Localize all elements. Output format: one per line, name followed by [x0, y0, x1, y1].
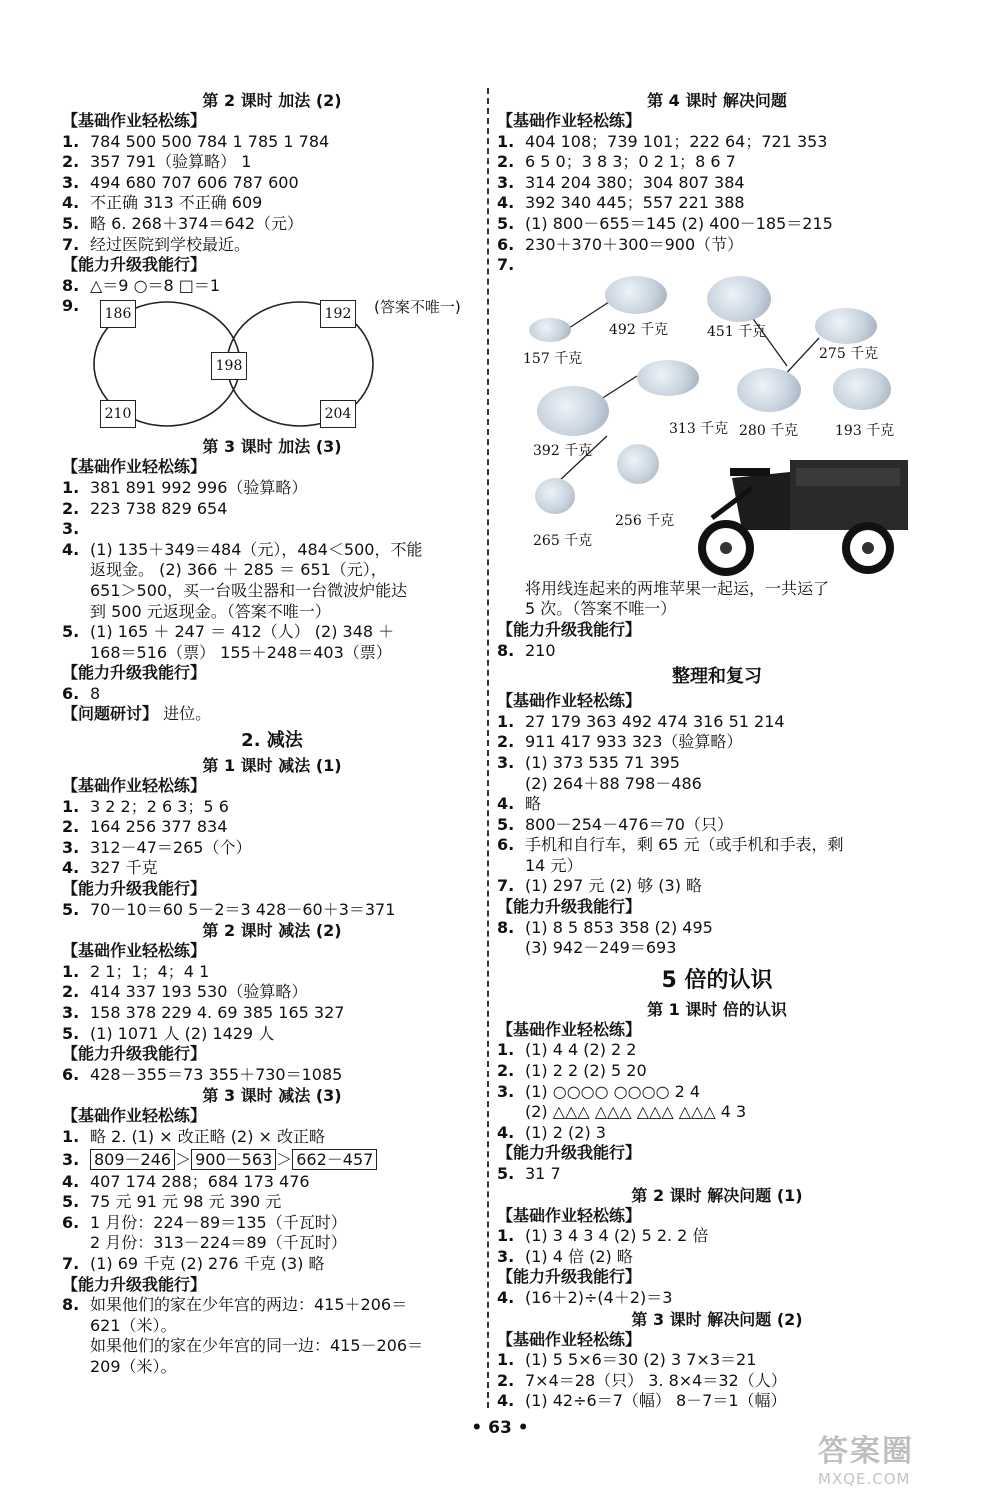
section-tag: 【基础作业轻松练】	[497, 1329, 642, 1349]
answer-line: 5. 75 元 91 元 98 元 390 元	[62, 1192, 282, 1212]
answer-line: 651＞500，买一台吸尘器和一台微波炉能达	[90, 580, 408, 600]
apple-pile-image	[617, 444, 659, 484]
answer-line: 将用线连起来的两堆苹果一起运，一共运了	[525, 578, 830, 598]
expression-box: 809－246	[90, 1149, 175, 1170]
weight-label: 492 千克	[609, 321, 669, 338]
weight-label: 265 千克	[533, 532, 593, 549]
apple-pile-image	[537, 386, 609, 436]
answer-line: 2. 6 5 0；3 8 3；0 2 1；8 6 7	[497, 152, 736, 172]
lesson-title: 第 2 课时 加法 (2)	[202, 91, 342, 110]
answer-line: 14 元）	[525, 855, 583, 875]
answer-line: 2. 911 417 933 323（验算略）	[497, 732, 743, 752]
answer-line: 到 500 元返现金。（答案不唯一）	[90, 601, 331, 621]
apple-pile-image	[737, 368, 801, 412]
answer-line: 1. 3 2 2；2 6 3；5 6	[62, 796, 229, 816]
circle-diagram	[62, 296, 482, 436]
answer-line: 7. (1) 69 千克 (2) 276 千克 (3) 略	[62, 1253, 325, 1273]
apple-matching-figure	[497, 276, 937, 579]
section-tag: 【基础作业轻松练】	[62, 1106, 207, 1126]
section-tag: 【基础作业轻松练】	[497, 691, 642, 711]
lesson-title: 第 1 课时 减法 (1)	[202, 756, 342, 776]
answer-line: 168＝516（票） 155＋248＝403（票）	[90, 642, 392, 662]
weight-label: 275 千克	[819, 345, 879, 362]
number-box: 186	[100, 300, 136, 328]
weight-label: 280 千克	[739, 422, 799, 439]
answer-line: 5. 800－254－476＝70（只）	[497, 814, 733, 834]
answer-line: 3. 494 680 707 606 787 600	[62, 172, 299, 192]
number-box: 210	[100, 400, 136, 428]
answer-line: 1. 略 2. (1) × 改正略 (2) × 改正略	[62, 1126, 326, 1146]
answer-line: 3. (1) 4 倍 (2) 略	[497, 1246, 633, 1266]
answer-line: 返现金。 (2) 366 ＋ 285 ＝ 651（元），	[90, 560, 387, 580]
weight-label: 256 千克	[615, 512, 675, 529]
answer-line: 1. (1) 3 4 3 4 (2) 5 2. 2 倍	[497, 1226, 709, 1246]
answer-line: 4. (1) 2 (2) 3	[497, 1122, 606, 1142]
answer-line: 2. 223 738 829 654	[62, 498, 228, 518]
apple-pile-image	[535, 478, 575, 514]
diagram-note: (答案不唯一)	[374, 298, 461, 317]
answer-line: 4. 392 340 445；557 221 388	[497, 193, 745, 213]
answer-line: 8. 如果他们的家在少年宫的两边：415＋206＝	[62, 1295, 408, 1315]
section-tag: 【能力升级我能行】	[62, 1044, 207, 1064]
answer-line: 6. 230＋370＋300＝900（节）	[497, 234, 744, 254]
section-tag: 【能力升级我能行】	[62, 879, 207, 899]
lesson-title: 第 4 课时 解决问题	[647, 91, 787, 110]
answer-line: 4. 略	[497, 794, 542, 814]
answer-line: 5. 31 7	[497, 1164, 561, 1183]
weight-label: 451 千克	[707, 323, 767, 340]
answer-line: 5. (1) 1071 人 (2) 1429 人	[62, 1023, 275, 1043]
lesson-title: 第 3 课时 减法 (3)	[202, 1086, 342, 1106]
section-tag: 【能力升级我能行】	[497, 897, 642, 917]
answer-line: 8. (1) 8 5 853 358 (2) 495	[497, 917, 713, 937]
answer-line: (2) 264＋88 798－486	[525, 773, 702, 793]
weight-label: 157 千克	[523, 350, 583, 367]
answer-line: 3. 312－47＝265（个）	[62, 837, 252, 857]
answer-line: (2) △△△ △△△ △△△ △△△ 4 3	[525, 1102, 747, 1122]
question-number: 9.	[62, 296, 80, 316]
weight-label: 392 千克	[533, 442, 593, 459]
section-tag: 【基础作业轻松练】	[497, 111, 642, 130]
answer-line: 7. (1) 297 元 (2) 够 (3) 略	[497, 876, 703, 896]
weight-label: 313 千克	[669, 420, 729, 437]
section-tag: 【基础作业轻松练】	[497, 1205, 642, 1225]
answer-line: 如果他们的家在少年宫的同一边：415－206＝	[90, 1336, 424, 1356]
answer-line: 1. 784 500 500 784 1 785 1 784	[62, 131, 330, 151]
section-title: 整理和复习	[672, 666, 762, 688]
answer-line: 1. 381 891 992 996（验算略）	[62, 477, 308, 497]
answer-line: 1. 404 108；739 101；222 64；721 353	[497, 131, 828, 151]
section-tag: 【基础作业轻松练】	[497, 1019, 642, 1039]
answer-line: 5 次。（答案不唯一）	[525, 599, 677, 619]
number-box: 198	[211, 352, 247, 380]
weight-label: 193 千克	[835, 422, 895, 439]
tricycle-truck-icon	[692, 448, 912, 578]
page-number: • 63 •	[471, 1418, 529, 1438]
answer-line: 621（米）。	[90, 1315, 177, 1335]
unit-title: 5 倍的认识	[661, 967, 773, 993]
answer-line: 4. 不正确 313 不正确 609	[62, 193, 263, 213]
answer-line: 209（米）。	[90, 1356, 177, 1376]
number-box: 192	[320, 300, 356, 328]
section-tag: 【能力升级我能行】	[62, 663, 207, 683]
answer-line: 2 月份：313－224＝89（千瓦时）	[90, 1233, 347, 1253]
number-box: 204	[320, 400, 356, 428]
answer-line: 5. (1) 800－655＝145 (2) 400－185＝215	[497, 213, 833, 233]
answer-line: 3. 314 204 380；304 807 384	[497, 172, 745, 192]
answer-line: 4. 327 千克	[62, 858, 158, 878]
answer-line: 5. 70－10＝60 5－2＝3 428－60＋3＝371	[62, 899, 396, 919]
answer-line: 2. 164 256 377 834	[62, 817, 228, 837]
lesson-title: 第 2 课时 减法 (2)	[202, 921, 342, 941]
answer-line: 8. △＝9 ○＝8 □＝1	[62, 275, 221, 295]
section-tag: 【基础作业轻松练】	[62, 457, 207, 477]
answer-line: 4. 407 174 288；684 173 476	[62, 1171, 310, 1191]
answer-line: 2. 7×4＝28（只） 3. 8×4＝32（人）	[497, 1370, 787, 1390]
section-tag: 【能力升级我能行】	[62, 1274, 207, 1294]
answer-line: 2. (1) 2 2 (2) 5 20	[497, 1061, 647, 1081]
expression-box: 900－563	[191, 1149, 276, 1170]
answer-line: 1. (1) 4 4 (2) 2 2	[497, 1040, 637, 1060]
apple-pile-image	[833, 368, 891, 410]
lesson-title: 第 3 课时 解决问题 (2)	[631, 1309, 803, 1329]
section-tag: 【能力升级我能行】	[497, 1143, 642, 1163]
section-tag: 【基础作业轻松练】	[62, 111, 207, 130]
apple-pile-image	[707, 276, 771, 322]
expression-box: 662－457	[292, 1149, 377, 1170]
answer-line: 6. 1 月份：224－89＝135（千瓦时）	[62, 1212, 347, 1232]
section-tag: 【基础作业轻松练】	[62, 941, 207, 961]
right-column	[497, 90, 937, 1412]
answer-line: 4. (16＋2)÷(4＋2)＝3	[497, 1287, 673, 1307]
apple-pile-image	[529, 318, 571, 342]
answer-line: 1. 2 1；1；4；4 1	[62, 961, 210, 981]
answer-line: 3.	[62, 519, 80, 539]
lesson-title: 第 1 课时 倍的认识	[647, 999, 787, 1019]
answer-line: 3. (1) 373 535 71 395	[497, 752, 680, 772]
lesson-title: 第 3 课时 加法 (3)	[202, 437, 342, 457]
answer-line: 3. 158 378 229 4. 69 385 165 327	[62, 1003, 345, 1022]
answer-line: 3. (1) ○○○○ ○○○○ 2 4	[497, 1081, 701, 1101]
section-tag: 【基础作业轻松练】	[62, 776, 207, 796]
answer-line: 6. 428－355＝73 355＋730＝1085	[62, 1064, 343, 1084]
answer-line: 2. 414 337 193 530（验算略）	[62, 982, 308, 1002]
answer-line: 【问题研讨】 进位。	[62, 704, 212, 724]
answer-line: 8. 210	[497, 640, 556, 660]
answer-line: 3. 809－246 ＞ 900－563 ＞ 662－457	[62, 1148, 482, 1172]
section-tag: 【能力升级我能行】	[62, 255, 207, 275]
answer-line: 6. 手机和自行车，剩 65 元（或手机和手表，剩	[497, 835, 844, 855]
answer-line: 7.	[497, 255, 515, 275]
apple-pile-image	[637, 360, 699, 396]
answer-line: 4. (1) 135＋349＝484（元），484＜500，不能	[62, 539, 423, 559]
answer-line: 6. 8	[62, 683, 101, 703]
apple-pile-image	[815, 308, 877, 344]
left-column	[62, 90, 482, 1378]
answer-line: 5. (1) 165 ＋ 247 ＝ 412（人） (2) 348 ＋	[62, 622, 395, 642]
lesson-title: 第 2 课时 解决问题 (1)	[631, 1185, 803, 1205]
column-divider	[487, 88, 489, 1408]
answer-line: 1. 27 179 363 492 474 316 51 214	[497, 711, 785, 731]
apple-pile-image	[605, 276, 667, 314]
section-title: 2. 减法	[241, 730, 303, 752]
answer-line: 1. (1) 5 5×6＝30 (2) 3 7×3＝21	[497, 1350, 757, 1370]
section-tag: 【能力升级我能行】	[497, 1267, 642, 1287]
answer-line: 4. (1) 42÷6＝7（幅） 8－7＝1（幅）	[497, 1391, 787, 1411]
answer-line: 5. 略 6. 268＋374＝642（元）	[62, 213, 304, 233]
answer-line: (3) 942－249＝693	[525, 938, 677, 958]
watermark-logo: 答案圈 MXQE.COM	[818, 1434, 914, 1488]
answer-line: 7. 经过医院到学校最近。	[62, 234, 251, 254]
section-tag: 【能力升级我能行】	[497, 619, 642, 639]
answer-line: 2. 357 791（验算略） 1	[62, 152, 252, 172]
